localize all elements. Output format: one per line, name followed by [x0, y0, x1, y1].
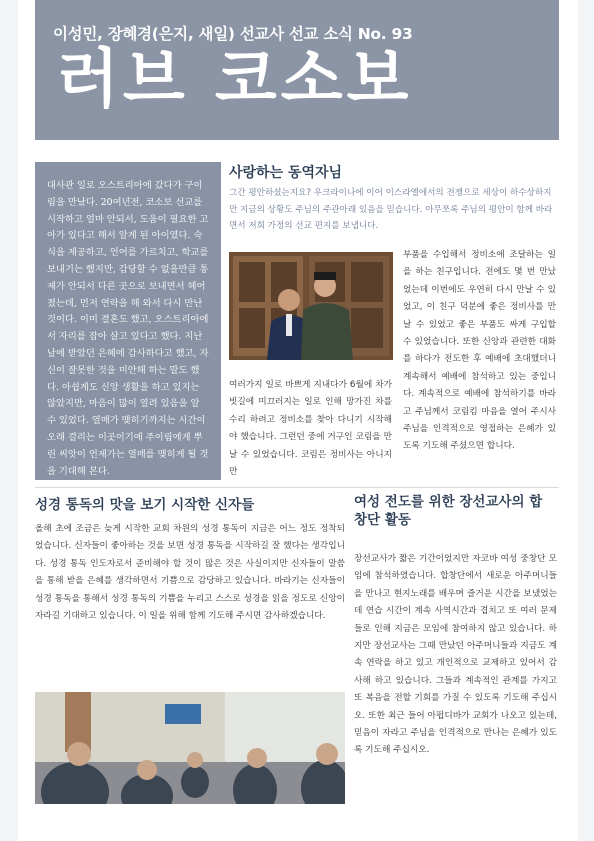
- newsletter-subtitle: 이성민, 장혜경(은지, 새일) 선교사 선교 소식 No. 93: [53, 25, 413, 43]
- choir-heading: 여성 전도를 위한 장선교사의 합창단 활동: [354, 494, 543, 528]
- article1-bottom-text: 여러가지 일로 바쁘게 지내다가 6월에 차가 빗길에 미끄러지는 일로 인해 망가진 차를 수리 하려고 정비소를 찾아 다니기 시작해야 했습니다. 그런던 중에 거구인 코림을 만날 수 있었습니다. 코림은 정비사는 아니지만: [229, 380, 392, 478]
- greeting-intro: 그간 평안하셨는지요? 우크라이나에 이어 이스라엘에서의 전쟁으로 세상이 하수상하지만 지금의 상황도 주님의 주관아래 있음을 믿습니다. 아무쪼록 주님의 평안이 함께 바라면서 저희 가정의 선교 편지를 보냅니다.: [229, 188, 553, 231]
- newsletter-header: [35, 0, 559, 140]
- newsletter-title: 러브 코소보: [57, 43, 413, 117]
- bible-reading-heading: 성경 통독의 맛을 보기 시작한 신자들: [35, 497, 255, 513]
- bible-reading-text: 올해 초에 조금은 늦게 시작한 교회 차원의 성경 통독이 지금은 어느 정도 정착되었습니다. 신자들이 좋아하는 것을 보면 성경 통독을 시작하길 잘 했다는 생각입니다. 성경 통독 인도자로서 준비해야 할 것이 많은 것은 사실이지만 신자들이 말씀을 통해 받을 은혜를 생각하면서 기쁨으로 감당하고 있습니다. 바라기는 신자들이 성경 통독을 통해서 성경 통독의 기쁨을 누리고 스스로 성경을 읽을 정도로 신앙이 자라길 기대하고 있습니다. 이 일을 위해 함께 기도해 주시면 감사하겠습니다.: [35, 524, 345, 622]
- greeting-heading: 사랑하는 동역자님: [229, 165, 343, 181]
- sidebar-story-box: [35, 162, 221, 480]
- sidebar-story-text: 대사관 일로 오스트리아에 갔다가 구이림을 만났다. 20여년전, 코소보 선교를 시작하고 얼마 안되서, 도움이 필요한 고아가 있다고 해서 알게 된 아이였다. 숙식을 제공하고, 언어를 가르치고, 학교를 보내기는 했지만, 감당할 수 없을만큼 통제가 안되서 다른 곳으로 보내면서 헤어졌는데, 먼저 연락을 해 와서 다시 만난 것이다. 이미 결혼도 했고, 오스트리아에서 자리를 잡아 살고 있다고 했다. 지난 날에 받았던 은혜에 감사하다고 했고, 자신이 잘못한 것을 미안해 하는 말도 했다. 아쉽게도 신앙 생활을 하고 있지는 않았지만, 마음이 많이 열려 있음을 알 수 있었다. 열매가 맺히기까지는 시간이 오래 걸리는 이곳이기에 주이림에게 뿌린 씨앗이 언제가는 열매를 맺히게 될 것을 기대해 본다.: [47, 180, 209, 477]
- section-divider: [35, 487, 559, 488]
- choir-text: 장선교사가 짧은 기간이었지만 자코바 여성 중창단 모임에 참석하였습니다. 합창단에서 새로운 아주머니들을 만나고 현지노래를 배우며 즐거운 시간을 보냈었는데 연습 시간이 계속 사역시간과 겹치고 또 여러 문제들로 인해 지금은 모임에 참여하지 않고 있습니다. 하지만 장선교사는 그때 만났던 아주머니들과 지금도 계속 연락을 하고 있고 개인적으로 교제하고 있어서 감사해 하고 있습니다. 그들과 계속적인 관계를 가지고 또 복음을 전할 기회를 가질 수 있도록 기도해 주십시오. 또한 최근 들어 아펍디바가 교회가 나오고 있는데, 믿음이 자라고 주님을 인격적으로 만나는 은혜가 있도록 기도해 주십시오.: [354, 554, 557, 756]
- photo-church-meeting: [35, 692, 345, 804]
- article1-right-text: 부품을 수입해서 정비소에 조달하는 일을 하는 친구입니다. 전에도 몇 번 만났었는데 이번에도 우연히 다시 만날 수 있었고, 이 친구 덕분에 좋은 정비사를 만날 수 있었고 좋은 부품도 싸게 구입할 수 있었습니다. 또한 신앙과 관련한 대화를 하다가 전도한 후 예배에 초대했더니 계속해서 예배에 참석하고 있는 중입니다. 계속적으로 예배에 참석하기를 바라고 주님께서 코림킴 마음을 열어 주시사 주님을 인격적으로 영접하는 은혜가 있도록 기도해 주셨으면 합니다.: [403, 250, 556, 452]
- photo-two-men: [229, 252, 393, 360]
